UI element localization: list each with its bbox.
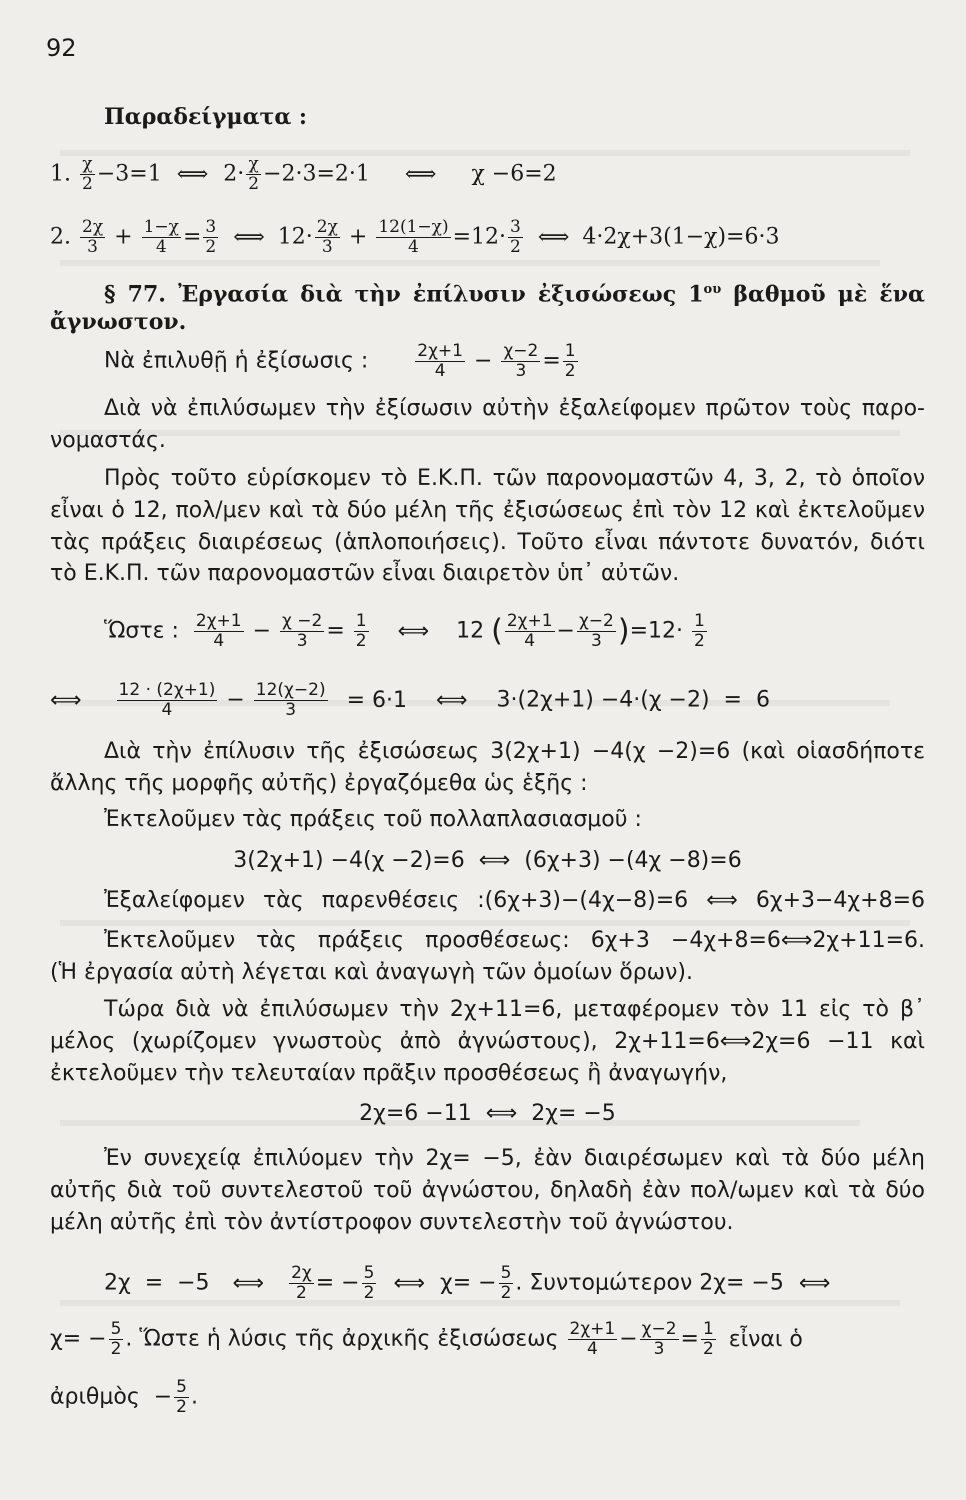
numerator: 2χ+1: [195, 611, 242, 631]
numerator: χ −2: [282, 611, 323, 631]
intro-text: Νὰ ἐπιλυθῇ ἡ ἐξίσωσις :: [104, 348, 369, 374]
fraction: [508, 218, 523, 257]
denominator: 2: [110, 1339, 122, 1359]
final-text: εἶναι ὁ: [728, 1326, 803, 1352]
denominator: 2: [355, 631, 367, 651]
minus-sign: −: [619, 1326, 638, 1352]
denominator: 3: [515, 361, 527, 381]
denominator: 2: [176, 1397, 187, 1417]
fraction: [415, 342, 465, 381]
math-expression: = 6·1: [346, 687, 407, 713]
denominator: 4: [434, 361, 446, 381]
paragraph-1-line-1: Διὰ νὰ ἐπιλύσωμεν τὴν ἐξίσωσιν αὐτὴν ἐξαλείφομεν πρῶτον τοὺς παρο-: [104, 396, 925, 421]
paragraph-4-line-2: Ἐξαλείφομεν τὰς παρενθέσεις :(6χ+3)−(4χ−8)=6 ⟺ 6χ+3−4χ+8=6: [104, 888, 925, 913]
math-expression: 4·2χ+3(1−χ)=6·3: [582, 224, 780, 250]
denominator: 2: [564, 361, 576, 381]
paragraph-5-line-2: μέλος (χωρίζομεν γνωστοὺς ἀπὸ ἀγνώστους), 2χ+11=6⟺2χ=6 −11 καὶ: [50, 1029, 925, 1054]
left-paren: (: [491, 613, 503, 649]
calc-label: Ὥστε :: [104, 618, 179, 644]
fraction: [254, 681, 328, 720]
calc-line-1: [104, 612, 966, 651]
numerator: 3: [205, 217, 217, 237]
fraction: [501, 342, 540, 381]
math-expression: −3=1: [96, 161, 162, 187]
equivalence-arrow: ⟺: [176, 161, 209, 187]
right-paren: ): [617, 613, 630, 649]
minus-sign: −: [556, 618, 575, 644]
equivalence-arrow: ⟺: [404, 161, 437, 187]
denominator: 3: [285, 700, 297, 720]
equals-sign: =: [680, 1326, 699, 1352]
denominator: 3: [653, 1339, 665, 1359]
math-expression: 12·: [277, 224, 313, 250]
paragraph-4-line-3: Ἐκτελοῦμεν τὰς πράξεις προσθέσεως: 6χ+3 −4χ+8=6⟺2χ+11=6.: [104, 928, 925, 953]
denominator: 2: [500, 1283, 512, 1303]
fraction: [174, 1378, 189, 1417]
fraction: [362, 1264, 377, 1303]
page-number: 92: [46, 34, 77, 62]
math-expression: χ= −: [439, 1270, 497, 1296]
fraction: [117, 681, 218, 720]
numerator: 5: [363, 1263, 375, 1283]
denominator: 3: [591, 631, 602, 651]
numerator: χ: [80, 155, 95, 175]
fraction: [315, 218, 340, 257]
equivalence-arrow: ⟺: [798, 1270, 831, 1296]
final-line-2: [50, 1320, 925, 1359]
math-expression: 3·(2χ+1) −4·(χ −2) = 6: [496, 687, 770, 713]
paragraph-2-line-3: τὰς πράξεις διαιρέσεως (ἁπλοποιήσεις). Τοῦτο εἶναι πάντοτε δυνατόν, διότι: [50, 530, 925, 555]
final-text: . Ὥστε ἡ λύσις τῆς ἀρχικῆς ἐξισώσεως: [125, 1326, 559, 1352]
equivalence-arrow: ⟺: [397, 618, 430, 644]
paragraph-6-line-3: μέλη αὐτῆς ἐπὶ τὸν ἀντίστροφον συντελεστὴν τοῦ ἀγνώστου.: [50, 1210, 734, 1235]
equation-display: 3(2χ+1) −4(χ −2)=6 ⟺ (6χ+3) −(4χ −8)=6: [233, 848, 742, 873]
section-heading: [104, 275, 925, 309]
denominator: 2: [82, 174, 93, 194]
denominator: 4: [586, 1339, 598, 1359]
final-text: .: [191, 1384, 198, 1410]
example-2-number: 2.: [50, 224, 71, 250]
numerator: 1−χ: [143, 217, 179, 237]
denominator: 2: [702, 1339, 714, 1359]
numerator: 5: [500, 1263, 512, 1283]
denominator: 4: [161, 700, 173, 720]
math-expression: =12·: [629, 618, 684, 644]
numerator: χ: [246, 155, 261, 175]
fraction: [376, 218, 450, 257]
math-expression: 2·: [223, 161, 245, 187]
numerator: 1: [355, 611, 367, 631]
final-text: ἀριθμὸς −: [50, 1384, 173, 1410]
equation-display: 2χ=6 −11 ⟺ 2χ= −5: [359, 1101, 616, 1126]
intro-line: [104, 342, 966, 381]
math-expression: 2χ = −5: [104, 1270, 210, 1296]
section-title: Ἐργασία διὰ τὴν ἐπίλυσιν ἐξισώσεως 1: [178, 281, 704, 308]
denominator: 2: [363, 1283, 375, 1303]
numerator: 5: [176, 1377, 187, 1397]
final-line-3: [50, 1378, 925, 1417]
denominator: 2: [694, 631, 705, 651]
fraction: [80, 218, 105, 257]
equals-sign: =: [542, 348, 561, 374]
paragraph-6-line-1: Ἐν συνεχείᾳ ἐπιλύομεν τὴν 2χ= −5, ἐὰν διαιρέσωμεν καὶ τὰ δύο μέλη: [104, 1146, 925, 1171]
numerator: χ−2: [641, 1319, 677, 1339]
fraction: [499, 1264, 514, 1303]
numerator: 12(χ−2): [255, 680, 326, 700]
numerator: 5: [110, 1319, 122, 1339]
numerator: 1: [694, 611, 705, 631]
equivalence-arrow: ⟺: [436, 687, 468, 713]
plus-sign: +: [114, 224, 133, 250]
numerator: 2χ: [316, 217, 338, 237]
fraction: [701, 1320, 716, 1359]
example-1: [50, 155, 925, 194]
numerator: 3: [510, 217, 521, 237]
paragraph-6-line-2: αὐτῆς διὰ τοῦ συντελεστοῦ τοῦ ἀγνώστου, δηλαδὴ ἐὰν πολ/ωμεν καὶ τὰ δύο: [50, 1178, 925, 1203]
fraction: [568, 1320, 618, 1359]
equivalence-arrow: ⟺: [50, 687, 82, 713]
denominator: 2: [510, 237, 521, 257]
paragraph-4-line-4: (Ἡ ἐργασία αὐτὴ λέγεται καὶ ἀναγωγὴ τῶν ὁμοίων ὅρων).: [50, 960, 693, 985]
equals-sign: =: [182, 224, 202, 250]
paragraph-1-line-2: νομαστάς.: [50, 428, 166, 453]
numerator: 2χ: [291, 1263, 312, 1283]
plus-sign: +: [348, 224, 368, 250]
numerator: χ−2: [578, 611, 614, 631]
denominator: 3: [87, 237, 98, 257]
paragraph-5-line-3: ἐκτελοῦμεν τὴν τελευταίαν πρᾶξιν προσθέσεως ἢ ἀναγωγήν,: [50, 1061, 728, 1086]
fraction: [289, 1264, 314, 1303]
numerator: χ−2: [503, 341, 539, 361]
math-expression: . Συντομώτερον 2χ= −5: [515, 1270, 784, 1296]
math-expression: −2·3=2·1: [263, 161, 370, 187]
fraction: [505, 612, 555, 651]
numerator: 2χ: [82, 217, 104, 237]
paragraph-4-line-1: Ἐκτελοῦμεν τὰς πράξεις τοῦ πολλαπλασιασμοῦ :: [104, 807, 642, 832]
example-2: [50, 218, 925, 257]
denominator: 3: [296, 631, 308, 651]
paragraph-2-line-4: τὸ Ε.Κ.Π. τῶν παρονομαστῶν εἶναι διαιρετὸν ὑπ᾽ αὐτῶν.: [50, 561, 680, 586]
math-expression: =12·: [452, 224, 506, 250]
math-expression: = −: [315, 1270, 360, 1296]
numerator: 1: [564, 341, 576, 361]
equivalence-arrow: ⟺: [393, 1270, 425, 1296]
example-1-number: 1.: [50, 161, 71, 187]
fraction: [80, 155, 95, 194]
numerator: 2χ+1: [569, 1319, 616, 1339]
denominator: 2: [205, 237, 217, 257]
math-expression: χ= −: [50, 1326, 107, 1352]
fraction: [577, 612, 616, 651]
paragraph-3-line-1: Διὰ τὴν ἐπίλυσιν τῆς ἐξισώσεως 3(2χ+1) −4(χ −2)=6 (καὶ οἱασδήποτε: [104, 739, 925, 764]
fraction: [109, 1320, 124, 1359]
math-expression: 12: [456, 618, 485, 644]
fraction: [246, 155, 261, 194]
section-title: βαθμοῦ μὲ ἕνα: [733, 281, 925, 308]
equals-sign: =: [326, 618, 345, 644]
fraction: [280, 612, 324, 651]
fraction: [692, 612, 707, 651]
superscript: ου: [703, 282, 722, 297]
denominator: 4: [524, 631, 536, 651]
fraction: [640, 1320, 679, 1359]
denominator: 3: [321, 237, 333, 257]
calc-line-2: [50, 681, 925, 720]
fraction: [203, 218, 218, 257]
math-expression: χ −6=2: [471, 161, 557, 187]
denominator: 4: [155, 237, 167, 257]
equivalence-arrow: ⟺: [232, 1270, 265, 1296]
fraction: [194, 612, 244, 651]
minus-sign: −: [226, 687, 245, 713]
minus-sign: −: [474, 348, 493, 374]
minus-sign: −: [252, 618, 272, 644]
fraction: [563, 342, 578, 381]
numerator: 2χ+1: [417, 341, 463, 361]
final-line-1: [104, 1264, 966, 1303]
paragraph-3-line-2: ἄλλης τῆς μορφῆς αὐτῆς) ἐργαζόμεθα ὡς ἑξῆς :: [50, 771, 588, 796]
section-heading-cont: ἄγνωστον.: [50, 309, 187, 335]
numerator: 1: [702, 1319, 714, 1339]
paragraph-2-line-2: εἶναι ὁ 12, πολ/μεν καὶ τὰ δύο μέλη τῆς ἐξισώσεως ἐπὶ τὸν 12 καὶ ἐκτελοῦμεν: [50, 498, 925, 523]
numerator: 12(1−χ): [378, 217, 449, 237]
fraction: [354, 612, 369, 651]
numerator: 12 · (2χ+1): [118, 680, 216, 700]
denominator: 2: [296, 1283, 307, 1303]
equivalence-arrow: ⟺: [537, 224, 570, 250]
fraction: [142, 218, 181, 257]
denominator: 2: [248, 174, 260, 194]
examples-heading: Παραδείγματα :: [104, 104, 308, 130]
paragraph-2-line-1: Πρὸς τοῦτο εὑρίσκομεν τὸ Ε.Κ.Π. τῶν παρονομαστῶν 4, 3, 2, τὸ ὁποῖον: [104, 466, 925, 491]
denominator: 4: [408, 237, 419, 257]
numerator: 2χ+1: [506, 611, 553, 631]
paragraph-5-line-1: Τώρα διὰ νὰ ἐπιλύσωμεν τὴν 2χ+11=6, μεταφέρομεν τὸν 11 εἰς τὸ β᾽: [104, 997, 925, 1022]
denominator: 4: [213, 631, 225, 651]
section-number: § 77.: [104, 281, 166, 308]
equivalence-arrow: ⟺: [233, 224, 265, 250]
